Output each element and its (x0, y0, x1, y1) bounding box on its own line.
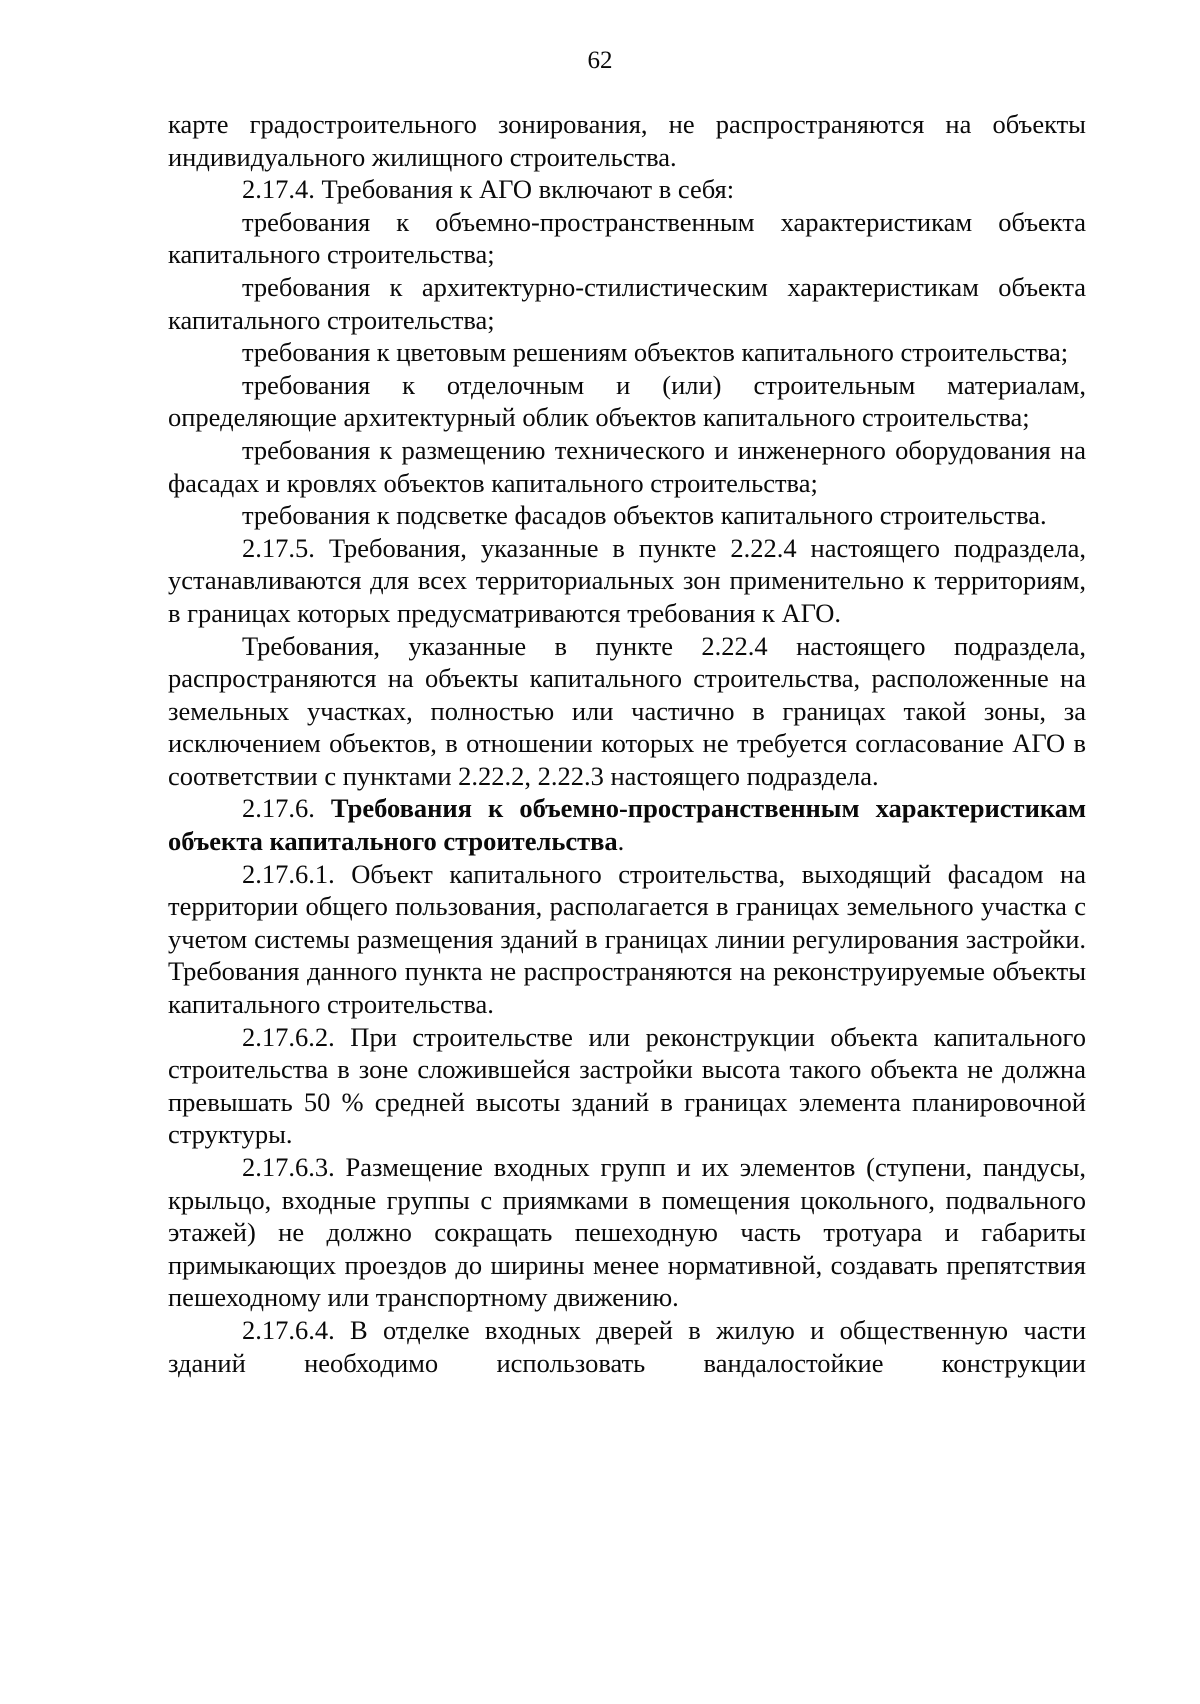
paragraph: 2.17.6.2. При строительстве или реконструкции объекта капитального строительства в зоне сложившейся застройки высота такого объекта не должна превышать 50 % средней высоты зданий в границах элемента планировочной структуры. (168, 1021, 1086, 1150)
section-heading-end: . (617, 826, 625, 857)
section-heading-title: Требования к объемно-пространственным характеристикам объекта капитального строительства (168, 793, 1086, 857)
list-item-requirement: требования к размещению технического и инженерного оборудования на фасадах и кровлях объектов капитального строительства; (168, 434, 1086, 498)
section-heading-number: 2.17.6. (242, 793, 315, 824)
list-item-requirement: требования к цветовым решениям объектов капитального строительства; (242, 337, 1069, 368)
page-number: 62 (587, 47, 613, 74)
paragraph: 2.17.4. Требования к АГО включают в себя: (242, 174, 735, 205)
document-body (168, 108, 1086, 1379)
paragraph: Требования, указанные в пункте 2.22.4 настоящего подраздела, распространяются на объекты капитального строительства, расположенные на земельных участках, полностью или частично в границах такой зоны, за исключением объектов, в отношении которых не требуется согласование АГО в соответствии с пунктами 2.22.2, 2.22.3 настоящего подраздела. (168, 630, 1086, 791)
paragraph: 2.17.6.4. В отделке входных дверей в жилую и общественную части зданий необходимо использовать вандалостойкие конструкции (168, 1314, 1086, 1378)
paragraph: 2.17.6.3. Размещение входных групп и их элементов (ступени, пандусы, крыльцо, входные группы с приямками в помещения цокольного, подвального этажей) не должно сокращать пешеходную часть тротуара и габариты примыкающих проездов до ширины менее нормативной, создавать препятствия пешеходному или транспортному движению. (168, 1152, 1086, 1313)
section-heading (168, 792, 1086, 857)
paragraph: карте градостроительного зонирования, не распространяются на объекты индивидуального жилищного строительства. (168, 109, 1086, 172)
list-item-requirement: требования к архитектурно-стилистическим характеристикам объекта капитального строительства; (168, 271, 1086, 335)
paragraph: 2.17.5. Требования, указанные в пункте 2.22.4 настоящего подраздела, устанавливаются для всех территориальных зон применительно к территориям, в границах которых предусматриваются требования к АГО. (168, 532, 1086, 628)
list-item-requirement: требования к подсветке фасадов объектов капитального строительства. (242, 500, 1047, 531)
list-item-requirement: требования к отделочным и (или) строительным материалам, определяющие архитектурный облик объектов капитального строительства; (168, 369, 1086, 433)
paragraph: 2.17.6.1. Объект капитального строительства, выходящий фасадом на территории общего пользования, располагается в границах земельного участка с учетом системы размещения зданий в границах линии регулирования застройки. Требования данного пункта не распространяются на реконструируемые объекты капитального строительства. (168, 858, 1086, 1020)
list-item-requirement: требования к объемно-пространственным характеристикам объекта капитального строительства; (168, 206, 1086, 270)
